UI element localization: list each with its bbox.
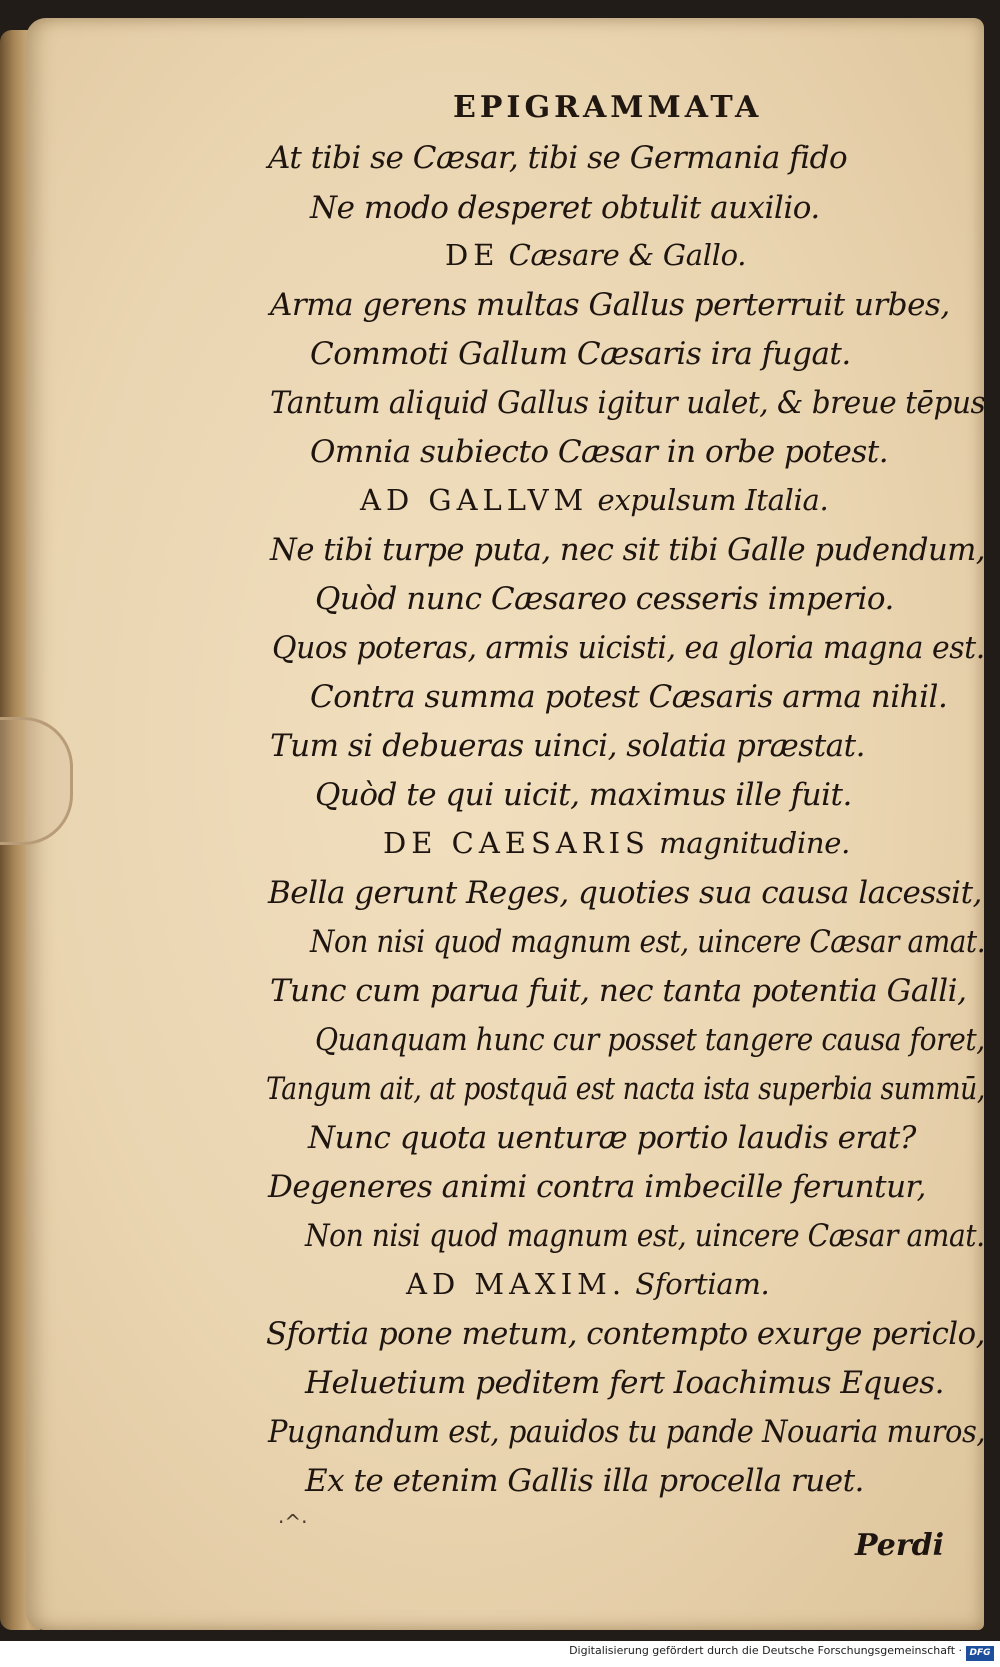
stray-ink-mark: ·^· [278, 1510, 308, 1534]
verse-line: Heluetium peditem fert Ioachimus Eques. [305, 1365, 944, 1401]
verse-line: Sfortia pone metum, contempto exurge periclo, [266, 1316, 985, 1352]
verse-line: Ex te etenim Gallis illa procella ruet. [305, 1463, 864, 1499]
verse-line: Commoti Gallum Cæsaris ira fugat. [310, 336, 851, 372]
heading-rest: Cæsare & Gallo. [508, 238, 747, 272]
verse-line: Quanquam hunc cur posset tangere causa foret, [315, 1022, 985, 1058]
verse-line: Arma gerens multas Gallus perterruit urbes, [270, 287, 950, 323]
dfg-logo-icon: DFG [966, 1646, 994, 1661]
verse-line: Tunc cum parua fuit, nec tanta potentia Galli, [270, 973, 967, 1009]
verse-line: Quos poteras, armis uicisti, ea gloria magna est. [272, 630, 985, 666]
verse-line: Contra summa potest Cæsaris arma nihil. [310, 679, 948, 715]
catchword: Perdi [855, 1528, 945, 1563]
book-clasp [0, 717, 73, 845]
section-heading [360, 483, 828, 517]
verse-line: Pugnandum est, pauidos tu pande Nouaria muros, [268, 1414, 986, 1450]
heading-rest: magnitudine. [659, 826, 851, 860]
section-heading [445, 238, 746, 272]
section-heading [383, 826, 850, 860]
running-head: EPIGRAMMATA [453, 90, 763, 125]
verse-line: Ne modo desperet obtulit auxilio. [310, 190, 820, 226]
verse-line: Quòd nunc Cæsareo cesseris imperio. [315, 581, 894, 617]
verse-line: Tangum ait, at postquā est nacta ista superbia summū, [266, 1071, 985, 1107]
verse-line: Quòd te qui uicit, maximus ille fuit. [315, 777, 852, 813]
heading-rest: expulsum Italia. [597, 483, 829, 517]
verse-line: Non nisi quod magnum est, uincere Cæsar amat. [305, 1218, 985, 1254]
verse-line: Bella gerunt Reges, quoties sua causa lacessit, [268, 875, 982, 911]
verse-line: At tibi se Cæsar, tibi se Germania fido [268, 140, 848, 176]
heading-caps: DE [445, 238, 500, 272]
heading-caps: AD MAXIM. [406, 1267, 627, 1301]
heading-rest: Sfortiam. [635, 1267, 770, 1301]
verse-line: Ne tibi turpe puta, nec sit tibi Galle pudendum, [270, 532, 986, 568]
verse-line: Degeneres animi contra imbecille feruntur, [268, 1169, 926, 1205]
footer-credit: Digitalisierung gefördert durch die Deutsche Forschungsgemeinschaft · [569, 1644, 962, 1657]
heading-caps: AD GALLVM [360, 483, 589, 517]
verse-line: Tantum aliquid Gallus igitur ualet, & breue tēpus [270, 385, 986, 421]
verse-line: Nunc quota uenturæ portio laudis erat? [308, 1120, 916, 1156]
verse-line: Non nisi quod magnum est, uincere Cæsar amat. [310, 924, 986, 960]
verse-line: Tum si debueras uinci, solatia præstat. [270, 728, 865, 764]
heading-caps: DE CAESARIS [383, 826, 650, 860]
verse-line: Omnia subiecto Cæsar in orbe potest. [310, 434, 889, 470]
section-heading [406, 1267, 769, 1301]
digitization-footer [0, 1641, 1000, 1667]
